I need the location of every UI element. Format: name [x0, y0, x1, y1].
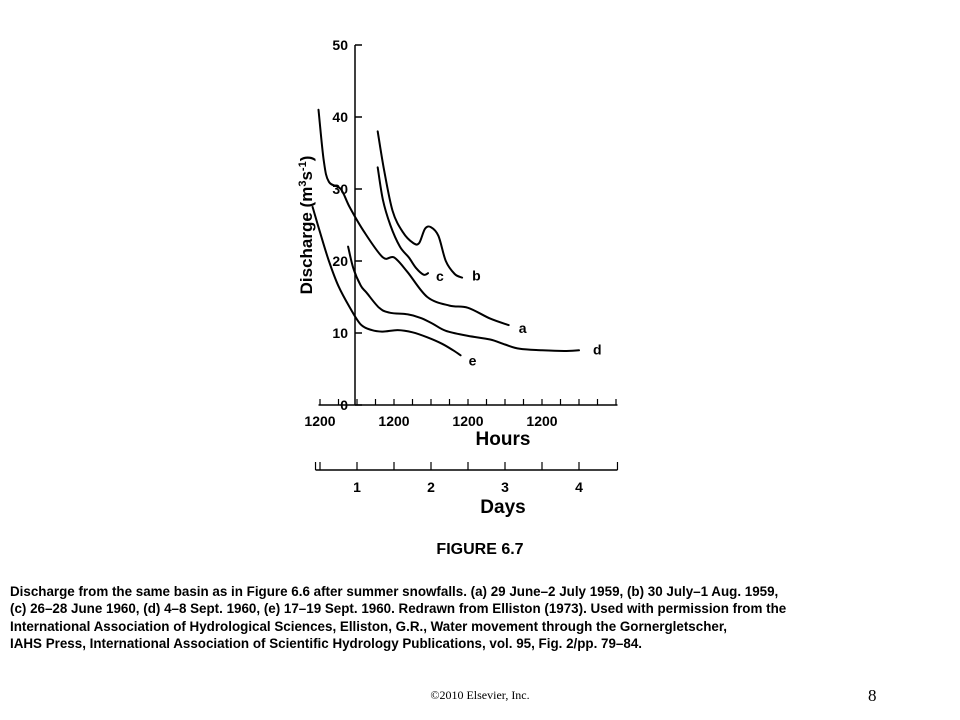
y-tick-label: 50 — [332, 37, 348, 53]
y-tick-label: 40 — [332, 109, 348, 125]
y-axis-label-sup: 3 — [297, 180, 309, 187]
y-tick-label: 30 — [332, 181, 348, 197]
y-axis-label-close: ) — [297, 155, 316, 162]
y-axis-label-sup2: -1 — [297, 161, 309, 172]
page-number: 8 — [868, 686, 877, 705]
hours-tick-label: 1200 — [304, 413, 336, 429]
series-label-c: c — [436, 268, 444, 285]
caption-line: International Association of Hydrological Sciences, Elliston, G.R., Water movement through the Gornergletscher, — [10, 618, 728, 634]
y-tick-label: 10 — [332, 325, 348, 341]
series-label-d: d — [593, 341, 602, 358]
copyright-notice: ©2010 Elsevier, Inc. — [430, 688, 530, 702]
caption-line: IAHS Press, International Association of Scientific Hydrology Publications, vol. 95, Fig. 2/pp. 79–84. — [10, 635, 642, 651]
series-line-a — [319, 110, 509, 325]
y-axis-label — [297, 156, 316, 295]
caption-line: Discharge from the same basin as in Figure 6.6 after summer snowfalls. (a) 29 June–2 July 1959, (b) 30 July–1 Aug. 1959, — [10, 584, 779, 599]
days-tick-label: 2 — [427, 479, 435, 495]
days-tick-label: 1 — [353, 479, 361, 495]
y-axis — [332, 37, 362, 413]
caption-line: (c) 26–28 June 1960, (d) 4–8 Sept. 1960, (e) 17–19 Sept. 1960. Redrawn from Elliston (1973). Used with permission from the — [10, 601, 787, 617]
series-line-b — [378, 131, 462, 277]
y-tick-label: 20 — [332, 253, 348, 269]
hours-tick-label: 1200 — [378, 413, 410, 429]
hours-axis — [304, 399, 617, 429]
figure-caption — [10, 583, 955, 652]
y-axis-label-s: s — [297, 171, 316, 181]
series-label-b: b — [472, 267, 481, 284]
figure-title: FIGURE 6.7 — [436, 541, 524, 558]
hours-tick-label: 1200 — [452, 413, 484, 429]
series-label-a: a — [518, 320, 527, 337]
x-axis-label-days: Days — [480, 497, 526, 518]
days-tick-label: 4 — [575, 479, 583, 495]
series-label-e: e — [468, 352, 477, 369]
days-tick-label: 3 — [501, 479, 509, 495]
series-line-d — [348, 247, 579, 351]
x-axis-label-hours: Hours — [475, 429, 531, 450]
series-lines — [313, 110, 602, 369]
y-tick-label: 0 — [340, 397, 348, 413]
y-axis-label-main: Discharge (m — [297, 186, 316, 295]
hours-tick-label: 1200 — [526, 413, 558, 429]
days-axis — [316, 462, 618, 495]
